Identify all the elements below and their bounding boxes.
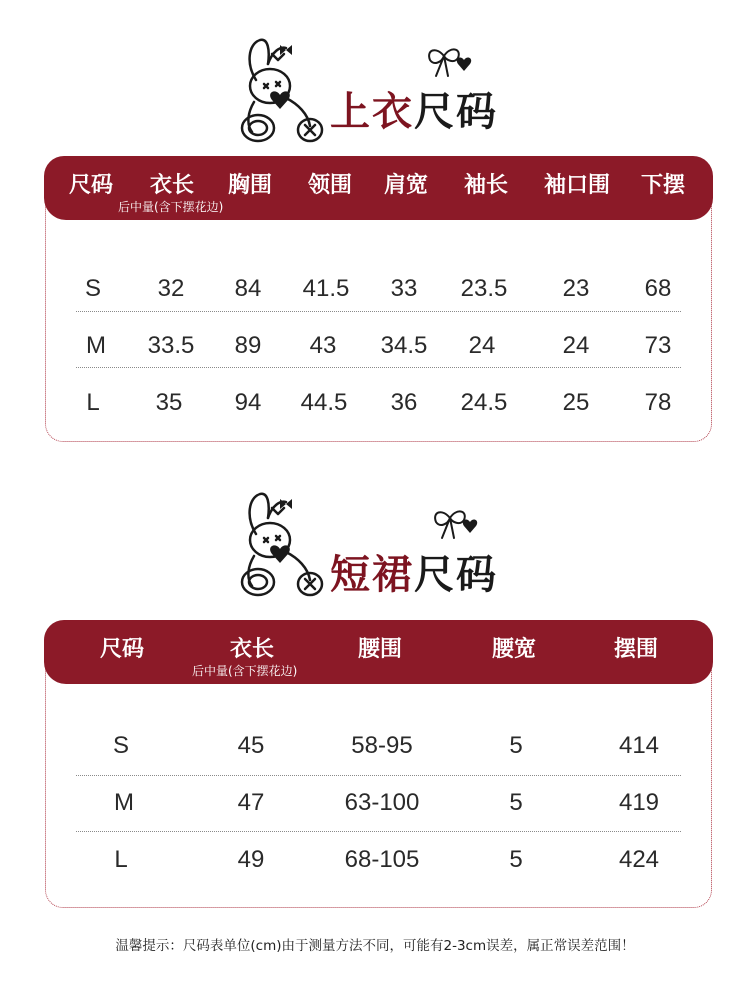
table-cell: 33.5 — [147, 332, 195, 359]
bow-heart-icon — [422, 42, 472, 82]
bottom-header-length: 衣长 — [229, 637, 275, 662]
table-cell: 35 — [155, 389, 183, 416]
table-cell: 33 — [390, 275, 418, 302]
table-cell: 419 — [618, 789, 660, 816]
row-divider — [76, 775, 681, 776]
table-cell: 424 — [618, 846, 660, 873]
row-divider — [76, 367, 681, 368]
bottom-header-size: 尺码 — [99, 637, 145, 662]
top-size-table — [45, 157, 712, 442]
top-header-neck: 领围 — [307, 173, 353, 198]
bottom-header-hem: 摆围 — [613, 637, 659, 662]
top-header-length: 衣长 — [149, 173, 195, 198]
bottom-section-title — [330, 543, 498, 600]
table-cell: 36 — [390, 389, 418, 416]
table-cell: 414 — [618, 732, 660, 759]
table-cell: L — [86, 389, 100, 416]
bow-heart-icon — [428, 504, 478, 544]
table-cell: 5 — [509, 846, 523, 873]
table-cell: 68 — [644, 275, 672, 302]
row-divider — [76, 311, 681, 312]
table-cell: 32 — [157, 275, 185, 302]
table-cell: 47 — [237, 789, 265, 816]
top-header-chest: 胸围 — [227, 173, 273, 198]
table-cell: 44.5 — [300, 389, 348, 416]
bottom-table-header — [44, 620, 713, 684]
table-cell: 45 — [237, 732, 265, 759]
table-cell: 5 — [509, 732, 523, 759]
table-cell: M — [86, 332, 106, 359]
table-cell: 5 — [509, 789, 523, 816]
top-table-header — [44, 156, 713, 220]
table-cell: 43 — [309, 332, 337, 359]
bottom-header-waistband: 腰宽 — [491, 637, 537, 662]
bottom-header-waist: 腰围 — [357, 637, 403, 662]
table-cell: M — [114, 789, 134, 816]
table-cell: 24 — [468, 332, 496, 359]
table-cell: 23 — [562, 275, 590, 302]
top-title-red: 上衣 — [330, 89, 414, 135]
bottom-size-table — [45, 621, 712, 908]
table-cell: S — [84, 275, 102, 302]
footer-notice: 温馨提示：尺码表单位(cm)由于测量方法不同，可能有2-3cm误差，属正常误差范围！ — [115, 938, 635, 954]
top-header-shoulder: 肩宽 — [383, 173, 429, 198]
table-cell: 34.5 — [380, 332, 428, 359]
top-header-sleeve: 袖长 — [463, 173, 509, 198]
table-cell: S — [112, 732, 130, 759]
top-section-title — [330, 80, 498, 137]
top-title-black: 尺码 — [414, 89, 498, 135]
rabbit-mascot-icon — [228, 34, 328, 144]
rabbit-mascot-icon — [228, 488, 328, 598]
table-cell: 23.5 — [460, 275, 508, 302]
table-cell: 73 — [644, 332, 672, 359]
table-cell: 41.5 — [302, 275, 350, 302]
table-cell: 94 — [234, 389, 262, 416]
table-cell: 58-95 — [351, 732, 413, 759]
table-cell: 63-100 — [344, 789, 420, 816]
table-cell: 25 — [562, 389, 590, 416]
top-header-note: 后中量(含下摆花边) — [118, 200, 224, 214]
bottom-header-note: 后中量(含下摆花边) — [192, 664, 298, 678]
table-cell: 84 — [234, 275, 262, 302]
table-cell: 49 — [237, 846, 265, 873]
top-header-hem: 下摆 — [640, 173, 686, 198]
top-header-cuff: 袖口围 — [543, 173, 611, 198]
row-divider — [76, 831, 681, 832]
bottom-title-red: 短裙 — [330, 552, 414, 598]
table-cell: 78 — [644, 389, 672, 416]
table-cell: 89 — [234, 332, 262, 359]
table-cell: 24.5 — [460, 389, 508, 416]
table-cell: 24 — [562, 332, 590, 359]
table-cell: 68-105 — [344, 846, 420, 873]
table-cell: L — [114, 846, 128, 873]
bottom-title-black: 尺码 — [414, 552, 498, 598]
top-header-size: 尺码 — [68, 173, 114, 198]
